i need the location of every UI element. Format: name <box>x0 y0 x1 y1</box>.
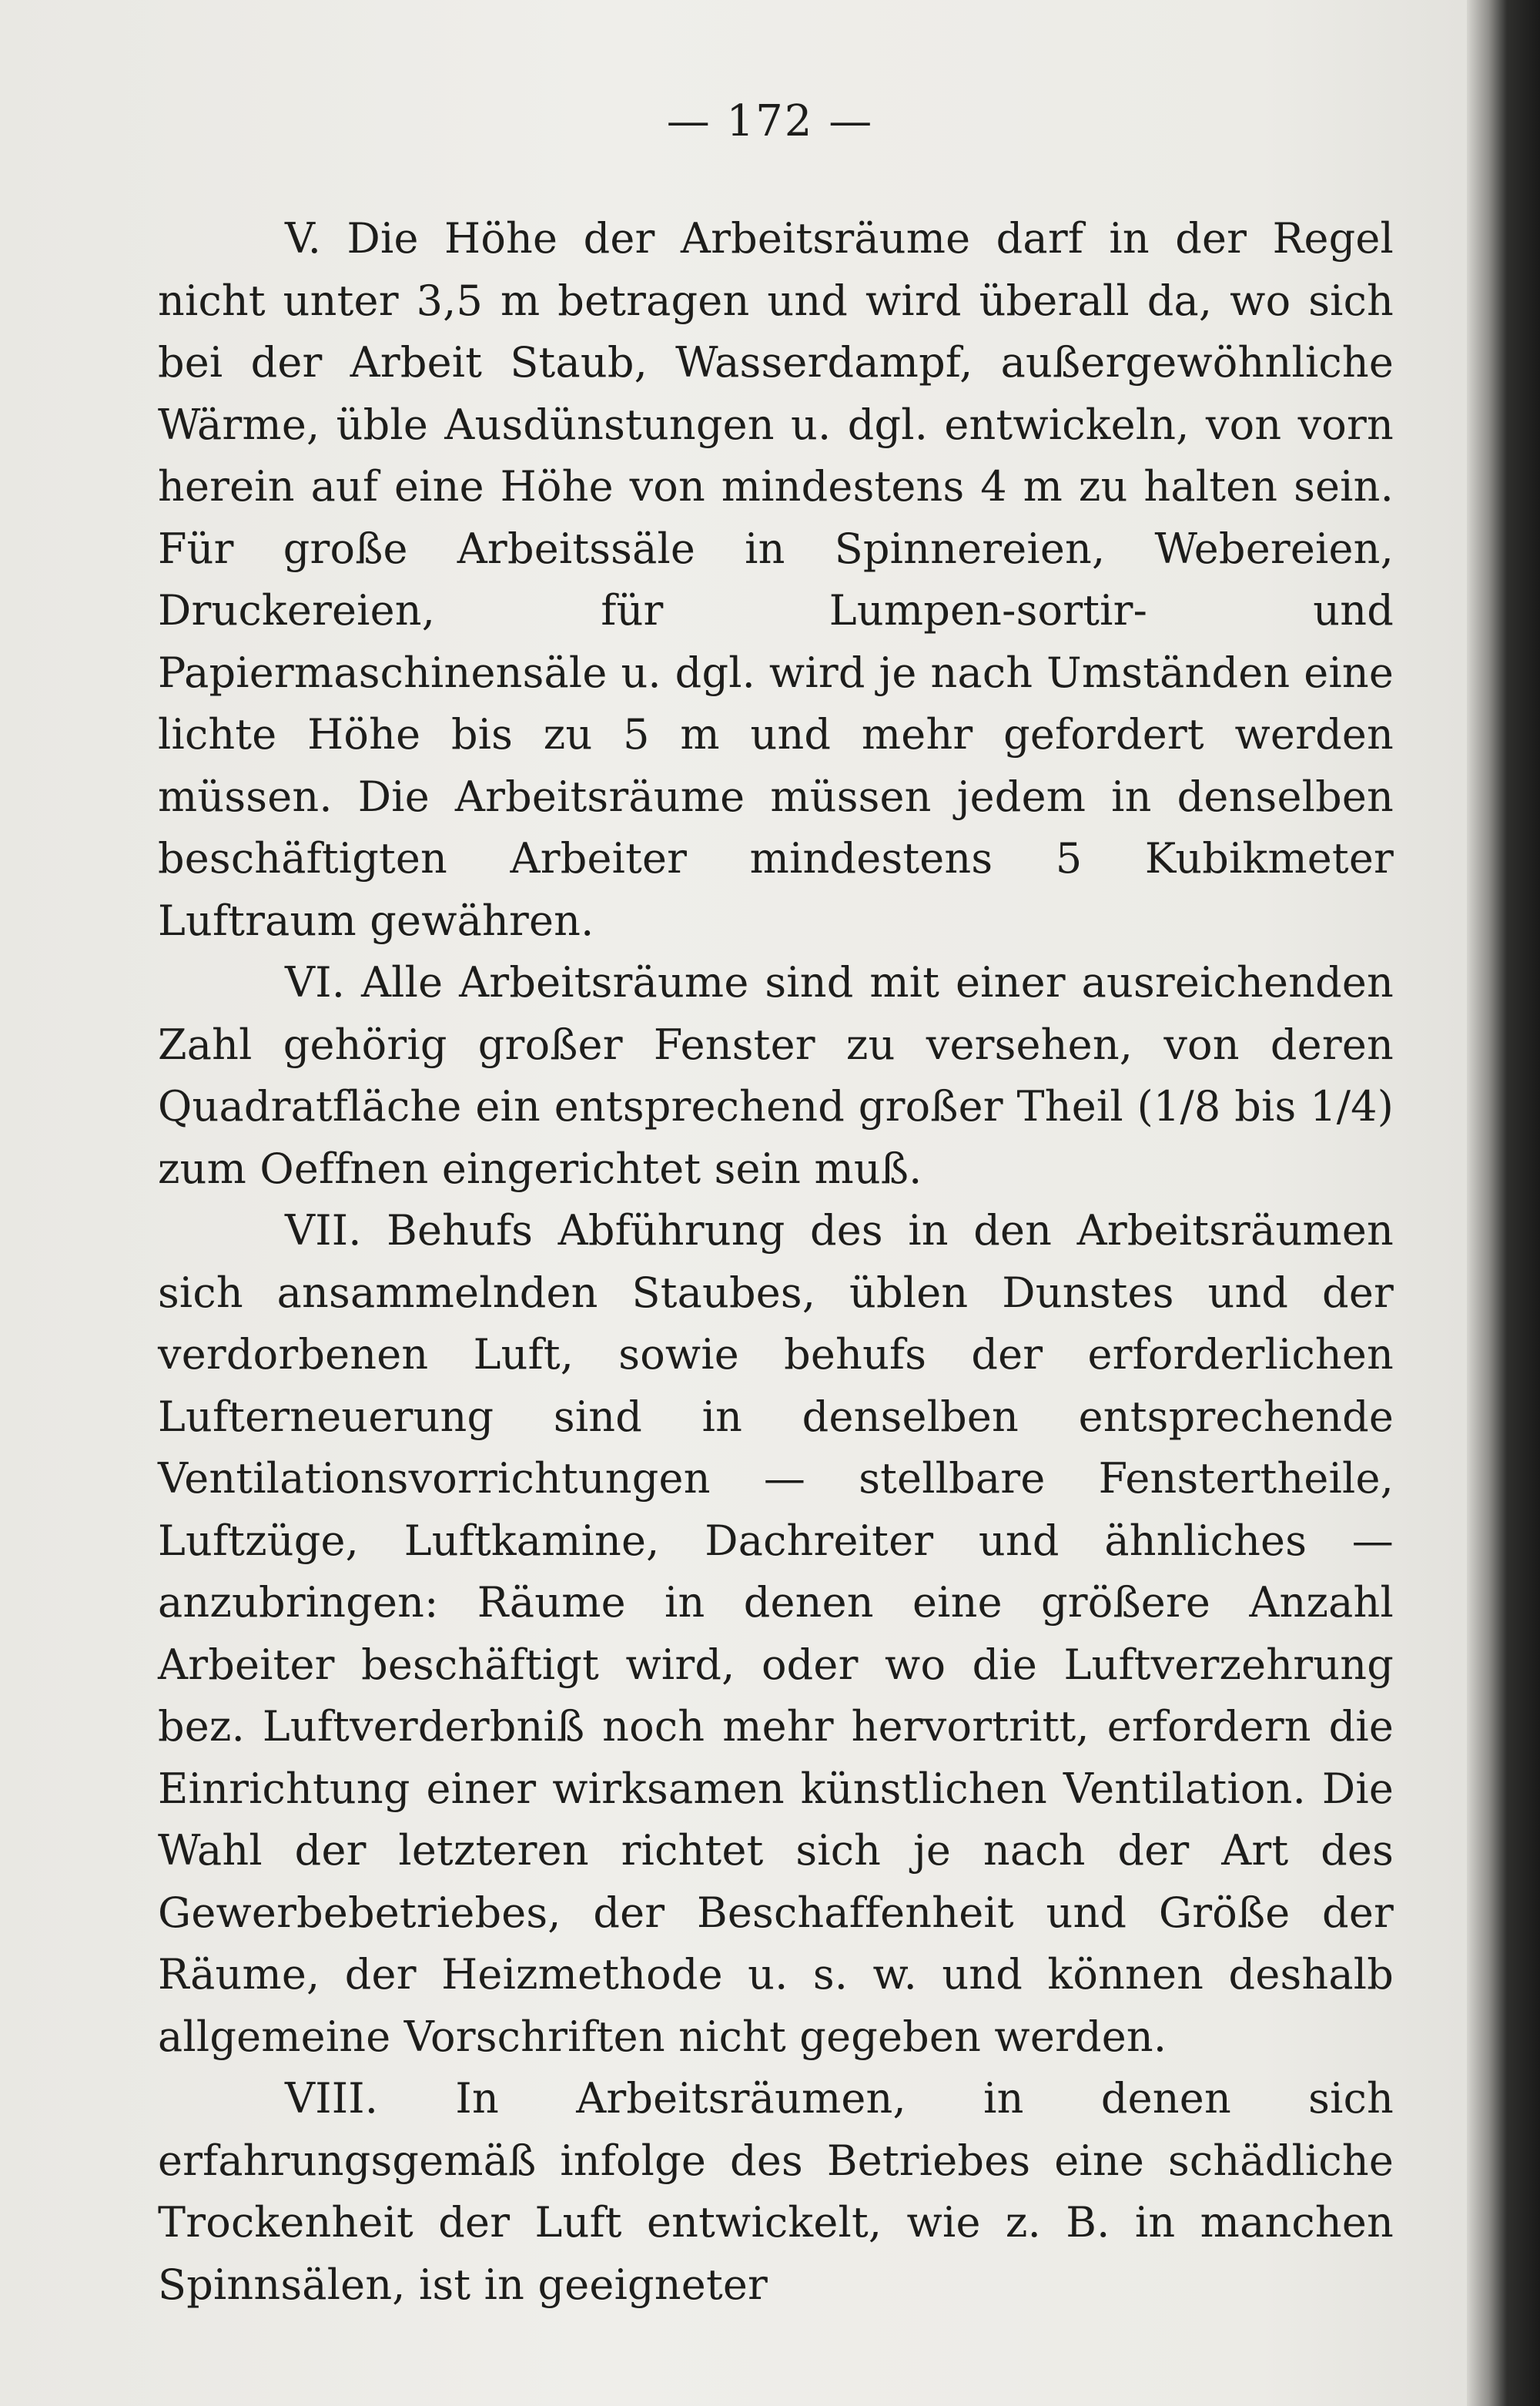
paragraph-vi: VI. Alle Arbeitsräume sind mit einer ausreichenden Zahl gehörig großer Fenster zu versehen, von deren Quadratfläche ein entsprechend großer Theil (1/8 bis 1/4) zum Oeffnen eingerichtet sein muß. <box>158 958 1394 1193</box>
paragraph-vii: VII. Behufs Abführung des in den Arbeitsräumen sich ansammelnden Staubes, üblen Dunstes und der verdorbenen Luft, sowie behufs der erforderlichen Lufterneuerung sind in denselben entsprechende Ventilationsvorrichtungen — stellbare Fenstertheile, Luftzüge, Luftkamine, Dachreiter und ähnliches — anzubringen: Räume in denen eine größere Anzahl Arbeiter beschäftigt wird, oder wo die Luftverzehrung bez. Luftverderbniß noch mehr hervortritt, erfordern die Einrichtung einer wirksamen künstlichen Ventilation. Die Wahl der letzteren richtet sich je nach der Art des Gewerbebetriebes, der Beschaffenheit und Größe der Räume, der Heizmethode u. s. w. und können deshalb allgemeine Vorschriften nicht gegeben werden. <box>158 1206 1394 2061</box>
body-text <box>158 208 1394 2316</box>
page-number: — 172 — <box>666 96 874 146</box>
paragraph-viii: VIII. In Arbeitsräumen, in denen sich erfahrungsgemäß infolge des Betriebes eine schädliche Trockenheit der Luft entwickelt, wie z. B. in manchen Spinnsälen, ist in geeigneter <box>158 2074 1394 2309</box>
paragraph-v: V. Die Höhe der Arbeitsräume darf in der Regel nicht unter 3,5 m betragen und wird überall da, wo sich bei der Arbeit Staub, Wasserdampf, außergewöhnliche Wärme, üble Ausdünstungen u. dgl. entwickeln, von vorn herein auf eine Höhe von mindestens 4 m zu halten sein. Für große Arbeitssäle in Spinnereien, Webereien, Druckereien, für Lumpen-sortir- und Papiermaschinensäle u. dgl. wird je nach Umständen eine lichte Höhe bis zu 5 m und mehr gefordert werden müssen. Die Arbeitsräume müssen jedem in denselben beschäftigten Arbeiter mindestens 5 Kubikmeter Luftraum gewähren. <box>158 214 1394 945</box>
book-binding-edge <box>1467 0 1540 2406</box>
